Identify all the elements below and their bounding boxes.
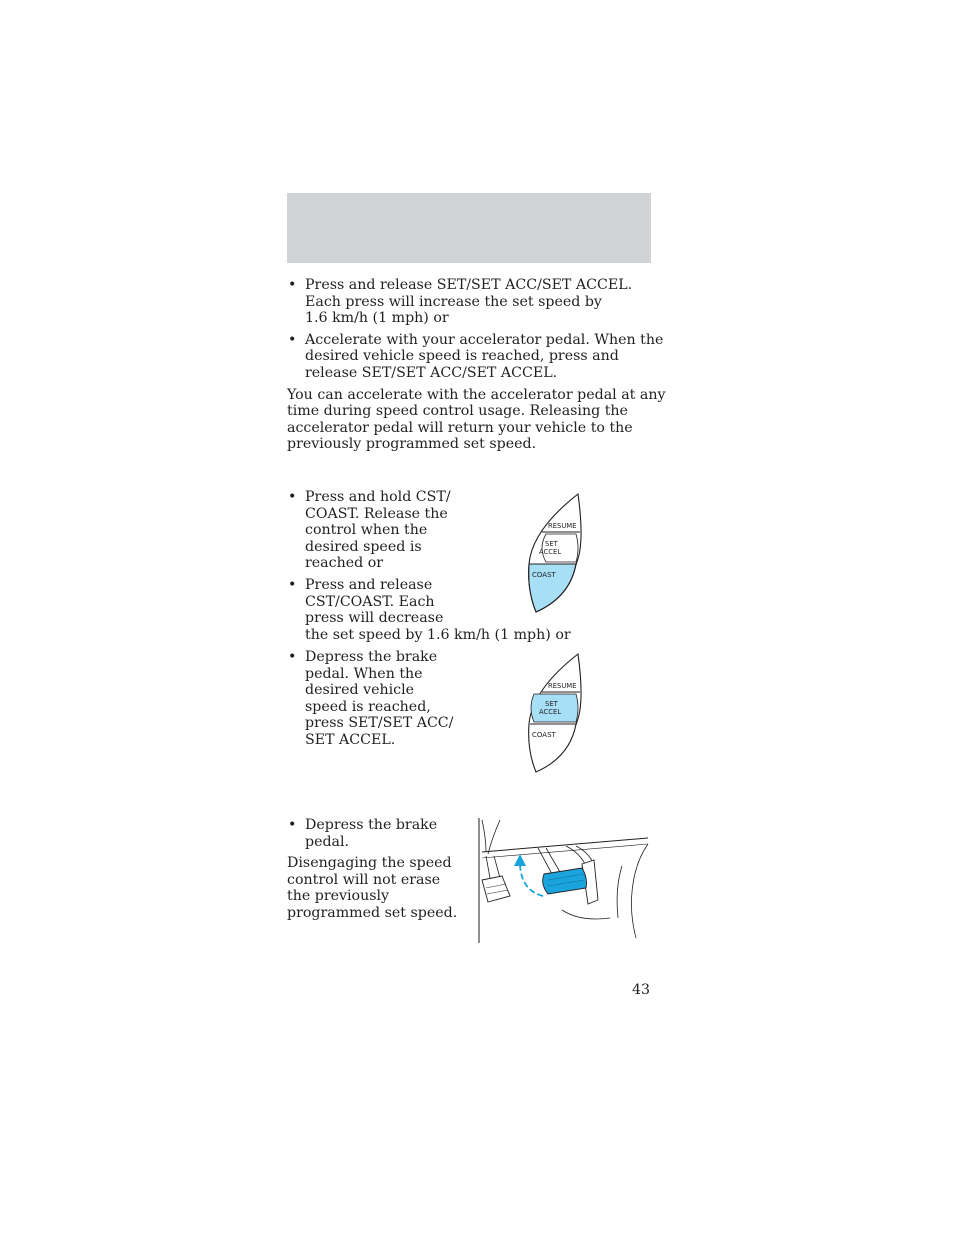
dash-edge — [482, 838, 648, 852]
text-line: • Press and release SET/SET ACC/SET ACCEL. — [305, 277, 633, 293]
section-header-band — [287, 193, 651, 263]
dash-edge — [482, 844, 648, 858]
text-block-brake-resume — [287, 649, 487, 754]
frame-line — [488, 820, 500, 854]
text-line: Disengaging the speed — [287, 855, 452, 872]
press-arrow — [520, 862, 543, 896]
speed-control-coast-figure — [524, 490, 584, 616]
paragraph — [287, 855, 467, 921]
text-line: pedal. — [305, 833, 350, 850]
text-line: Each press will increase the set speed by — [305, 293, 602, 310]
text-line: press will decrease — [305, 610, 444, 627]
bullet-item — [287, 331, 664, 382]
clutch-pedal — [482, 876, 510, 902]
text-line: • Press and release — [305, 576, 433, 593]
text-block-set-accel — [287, 277, 666, 453]
resume-label: RESUME — [548, 522, 577, 530]
text-line: desired vehicle speed is reached, press and — [305, 348, 619, 365]
text-line: CST/COAST. Each — [305, 593, 435, 610]
arrow-head-icon — [514, 854, 526, 866]
text-line: • Press and hold CST/ — [305, 489, 451, 505]
text-line: desired speed is — [305, 538, 422, 555]
text-line: the set speed by 1.6 km/h (1 mph) or — [305, 626, 571, 643]
text-line: accelerator pedal will return your vehicle to the — [287, 419, 633, 436]
text-line: control when the — [305, 522, 428, 539]
text-line: pedal. When the — [305, 665, 423, 682]
text-line: release SET/SET ACC/SET ACCEL. — [305, 364, 558, 381]
coast-label: COAST — [532, 731, 556, 739]
text-line: • Depress the brake — [305, 817, 438, 833]
text-line: press SET/SET ACC/ — [305, 715, 454, 732]
text-line: control will not erase — [287, 871, 441, 888]
pedal-arm — [538, 848, 552, 874]
text-line: You can accelerate with the accelerator pedal at any — [287, 386, 666, 403]
text-line: 1.6 km/h (1 mph) or — [305, 310, 449, 327]
text-line: time during speed control usage. Releasing the — [287, 403, 628, 420]
resume-label: RESUME — [548, 682, 577, 690]
pedal-arm — [494, 856, 500, 878]
coast-label: COAST — [532, 571, 556, 579]
text-line: programmed set speed. — [287, 904, 458, 921]
pedal-arm — [486, 856, 490, 878]
floor-line — [562, 910, 610, 919]
text-line: • Depress the brake — [305, 649, 438, 665]
floor-line — [617, 866, 622, 918]
text-line: speed is reached, — [305, 698, 431, 715]
set-label: SET — [545, 540, 558, 548]
bullet-item — [287, 649, 487, 749]
page-number: 43 — [632, 982, 651, 998]
text-line: previously programmed set speed. — [287, 436, 537, 453]
speed-control-set-figure — [524, 650, 584, 776]
pedal-arm — [566, 846, 586, 866]
frame-line — [482, 820, 486, 852]
brake-pedal — [543, 868, 587, 894]
bullet-item — [287, 817, 467, 850]
text-line: the previously — [287, 888, 390, 905]
bullet-item — [287, 277, 651, 327]
text-line: SET ACCEL. — [305, 731, 396, 748]
text-line: • Accelerate with your accelerator pedal. When the — [305, 331, 664, 348]
accel-label: ACCEL — [539, 708, 562, 716]
text-line: COAST. Release the — [305, 505, 448, 522]
text-line: desired vehicle — [305, 682, 415, 699]
brake-pedal-figure — [470, 818, 652, 946]
set-label: SET — [545, 700, 558, 708]
floor-line — [631, 844, 648, 938]
text-block-disengage — [287, 817, 467, 922]
paragraph — [287, 386, 666, 453]
accel-label: ACCEL — [539, 548, 562, 556]
text-line: reached or — [305, 555, 384, 572]
